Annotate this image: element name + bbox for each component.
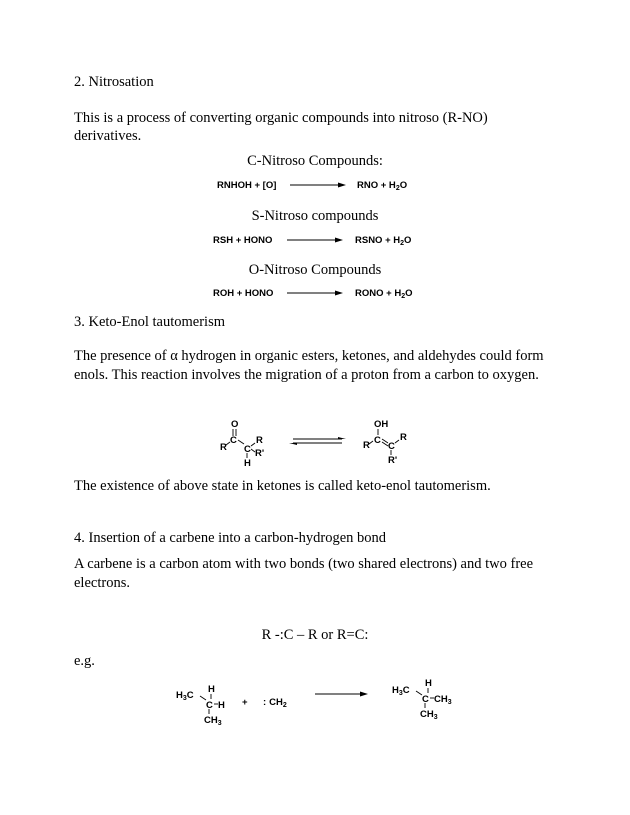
- svg-text:R: R: [256, 435, 263, 446]
- plus-sign: +: [242, 697, 248, 708]
- s-nitroso-reaction: [0, 233, 630, 249]
- section-3-paragraph-line-2: enols. This reaction involves the migration of a proton from a carbon to oxygen.: [74, 367, 539, 383]
- svg-text:R: R: [363, 440, 370, 451]
- svg-text:H3C: $H_3C$: [392, 685, 410, 697]
- c-nitroso-reactants: RNHOH + [O]: [217, 180, 277, 191]
- o-nitroso-reaction: [0, 286, 630, 302]
- c-nitroso-products: RNO + $H_2O$: [357, 180, 408, 192]
- reaction-arrow-icon: [315, 692, 368, 697]
- o-nitroso-title: O-Nitroso Compounds: [248, 262, 382, 278]
- equilibrium-arrows-icon: [289, 437, 346, 445]
- keto-enol-equilibrium-diagram: [200, 412, 430, 472]
- section-4-paragraph-line-1: A carbene is a carbon atom with two bonds (two shared electrons) and two free: [74, 556, 534, 572]
- svg-text:C: C: [422, 694, 429, 705]
- c-nitroso-title: C-Nitroso Compounds:: [247, 153, 383, 169]
- reaction-arrow-icon: [287, 288, 343, 298]
- reaction-arrow-icon: [287, 235, 343, 245]
- section-3-conclusion: The existence of above state in ketones is called keto-enol tautomerism.: [74, 478, 491, 494]
- isobutane-reactant-structure: [176, 684, 225, 727]
- section-3-paragraph-line-1: The presence of α hydrogen in organic esters, ketones, and aldehydes could form: [74, 348, 544, 364]
- svg-text:C: C: [230, 435, 237, 446]
- svg-text:C: C: [388, 441, 395, 452]
- reaction-arrow-icon: [290, 180, 346, 190]
- section-2-paragraph-line-1: This is a process of converting organic compounds into nitroso (R-NO): [74, 110, 488, 126]
- svg-text:R: R: [400, 432, 407, 443]
- section-2-paragraph-line-2: derivatives.: [74, 128, 142, 144]
- svg-text:R: R: [220, 442, 227, 453]
- svg-text:CH3: $CH_3$: [204, 715, 222, 727]
- keto-structure: [220, 419, 264, 469]
- section-4-paragraph-line-2: electrons.: [74, 575, 130, 591]
- s-nitroso-title: S-Nitroso compounds: [251, 208, 379, 224]
- section-3-heading: 3. Keto-Enol tautomerism: [74, 314, 226, 330]
- svg-text:CH3: $CH_3$: [420, 709, 438, 721]
- c-nitroso-reaction: [0, 178, 630, 194]
- example-label: e.g.: [74, 653, 95, 669]
- svg-text:C: C: [206, 700, 213, 711]
- neopentane-product-structure: [392, 678, 452, 721]
- svg-text:H3C: $H_3C$: [176, 690, 194, 702]
- o-nitroso-products: RONO + $H_2O$: [355, 288, 413, 300]
- carbene-formula: R -:C – R or R=C:: [261, 627, 369, 643]
- svg-text:CH3: $CH_3$: [434, 694, 452, 706]
- svg-text:OH: OH: [374, 419, 389, 430]
- section-4-heading: 4. Insertion of a carbene into a carbon-hydrogen bond: [74, 530, 387, 546]
- o-nitroso-reactants: ROH + HONO: [213, 288, 274, 299]
- svg-text:H: H: [208, 684, 215, 695]
- svg-text:C: C: [374, 435, 381, 446]
- svg-text:R': R': [255, 448, 265, 459]
- svg-text:R': R': [388, 455, 398, 466]
- svg-text:O: O: [231, 419, 239, 430]
- section-2-heading: 2. Nitrosation: [74, 74, 154, 90]
- svg-text:H: H: [425, 678, 432, 689]
- s-nitroso-reactants: RSH + HONO: [213, 235, 273, 246]
- enol-structure: [363, 419, 407, 466]
- svg-text:H: H: [244, 458, 251, 469]
- s-nitroso-products: RSNO + $H_2O$: [355, 235, 412, 247]
- carbene-insertion-reaction: [170, 672, 470, 732]
- carbene-reagent: : $CH_2$: [263, 697, 287, 709]
- svg-text:H: H: [218, 700, 225, 711]
- svg-text:C: C: [244, 444, 251, 455]
